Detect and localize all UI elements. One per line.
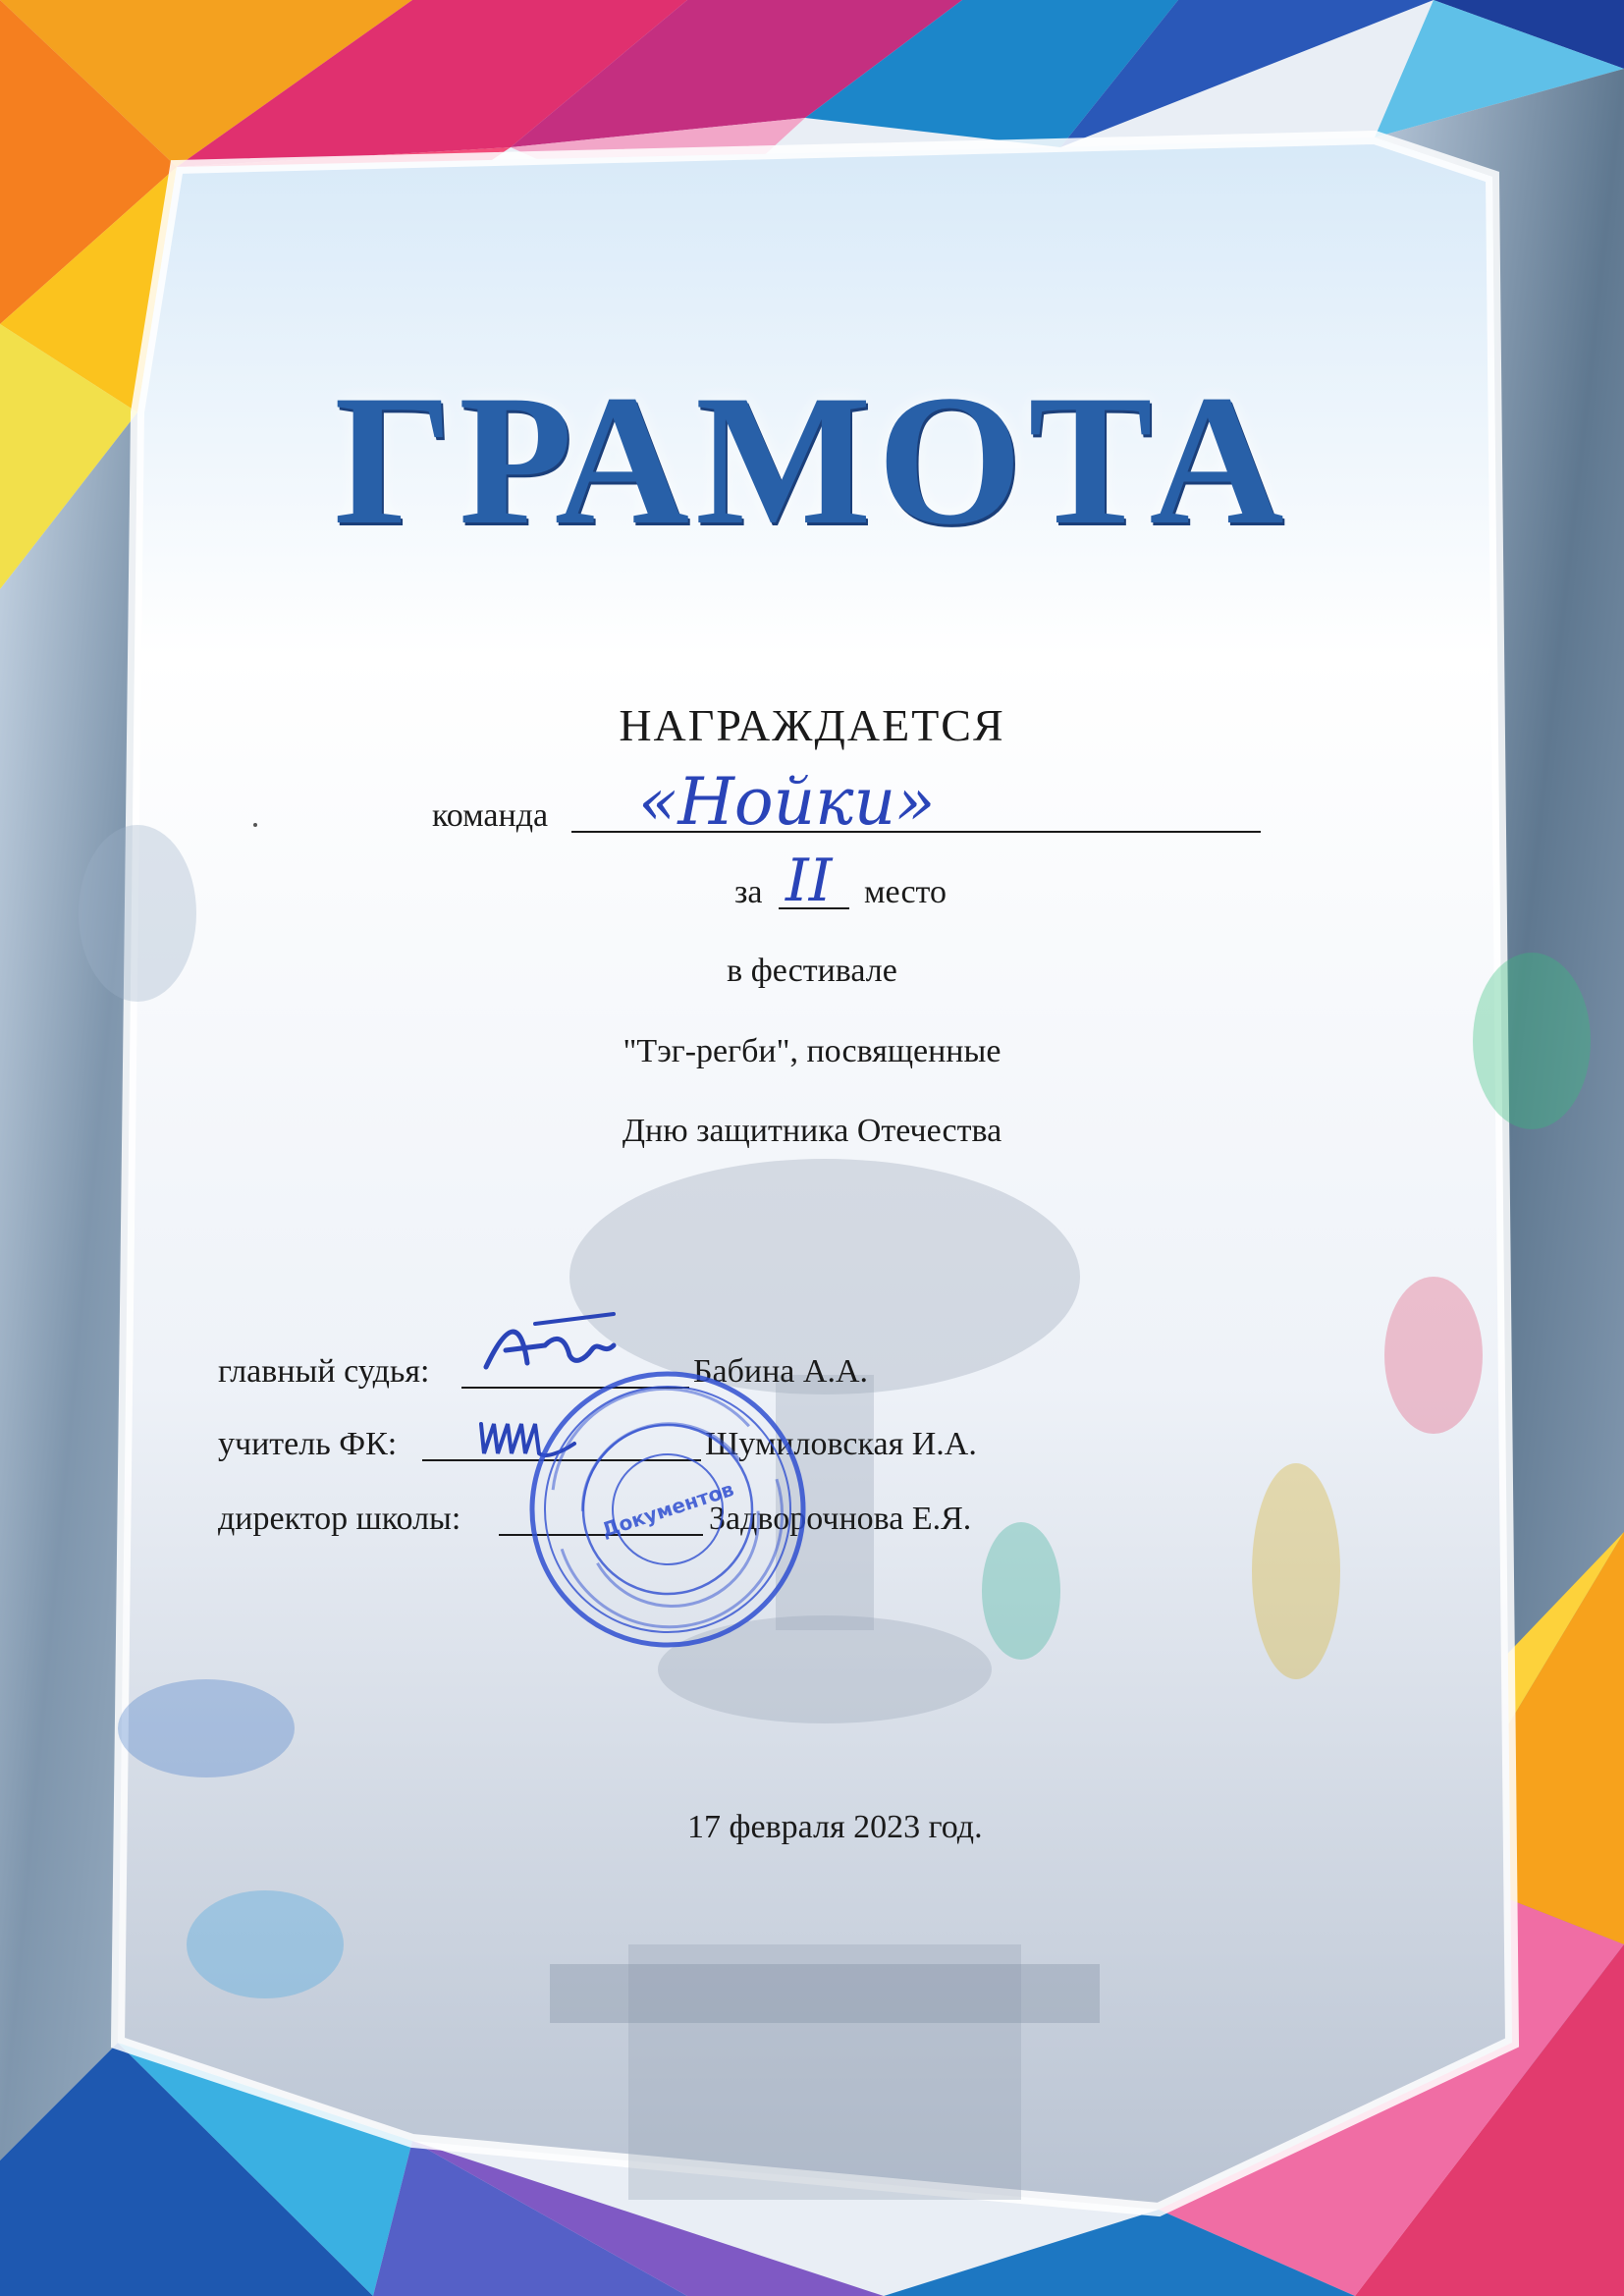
team-name-handwritten: «Нойки»: [638, 764, 936, 840]
certificate-title: ГРАМОТА: [334, 357, 1290, 564]
festival-line: в фестивале: [727, 953, 897, 989]
place-prefix: за: [734, 874, 763, 910]
signature-role-judge: главный судья:: [218, 1353, 430, 1390]
speck: [253, 823, 257, 827]
occasion-line: Дню защитника Отечества: [622, 1113, 1002, 1149]
signature-role-director: директор школы:: [218, 1501, 461, 1537]
signature-name-judge: Бабина А.А.: [693, 1353, 869, 1390]
stamp-inner-label: Документов: [598, 1476, 737, 1543]
team-prefix: команда: [432, 797, 549, 834]
signature-name-teacher: Шумиловская И.А.: [705, 1426, 977, 1462]
place-value-handwritten: II: [785, 847, 833, 915]
school-stamp: [525, 1367, 810, 1652]
signature-name-director: Задворочнова Е.Я.: [709, 1501, 972, 1537]
event-line: "Тэг-регби", посвященные: [623, 1033, 1001, 1069]
awarded-heading: НАГРАЖДАЕТСЯ: [619, 700, 1005, 750]
place-suffix: место: [864, 874, 947, 910]
signature-role-teacher: учитель ФК:: [218, 1426, 398, 1462]
certificate-date: 17 февраля 2023 год.: [687, 1809, 983, 1845]
